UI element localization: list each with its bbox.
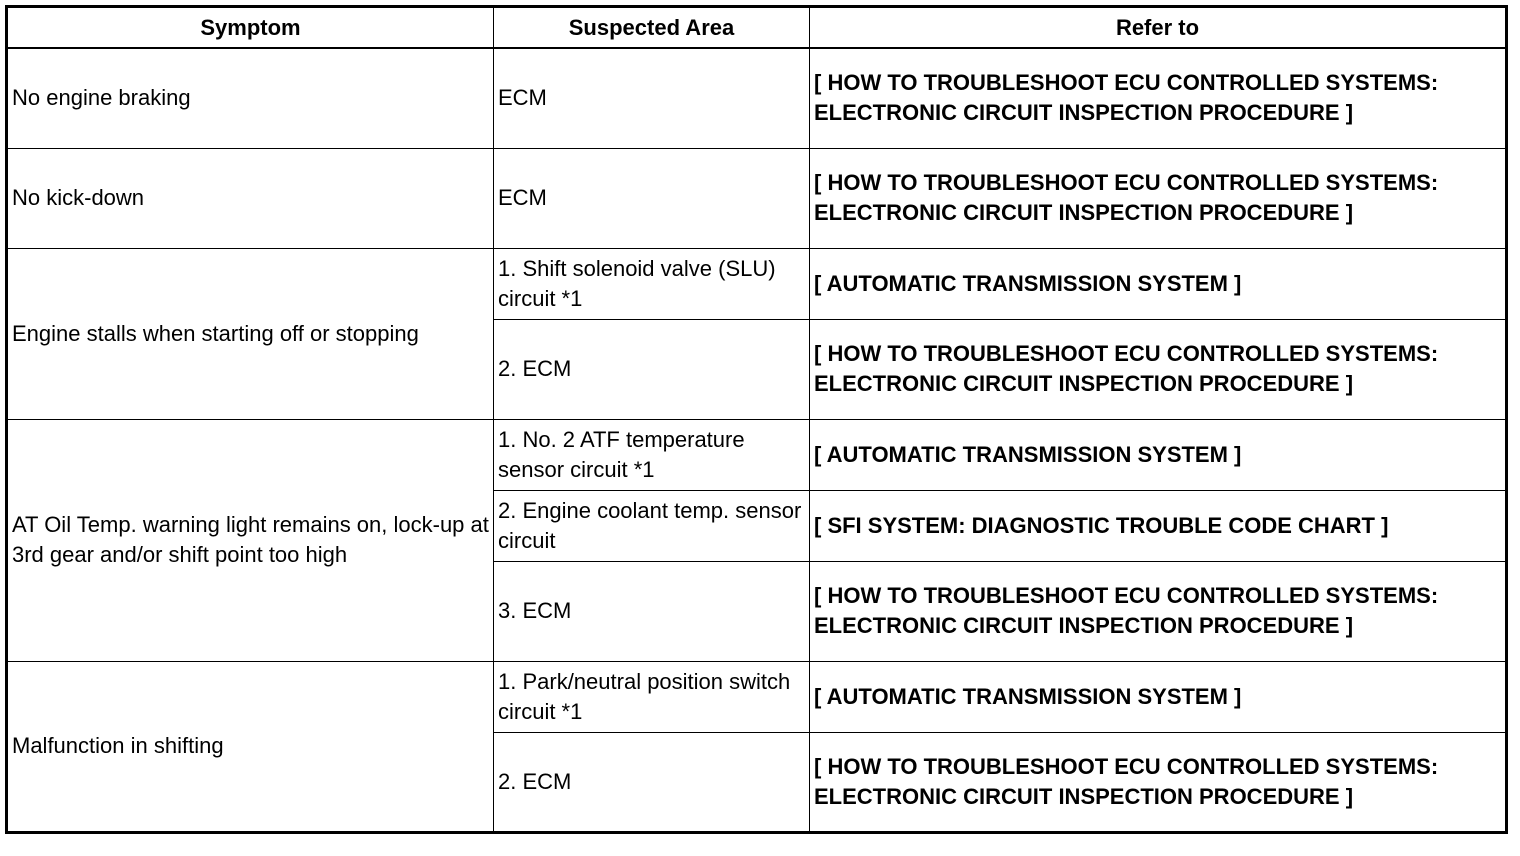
refer-cell: [ SFI SYSTEM: DIAGNOSTIC TROUBLE CODE CHART ]: [810, 490, 1507, 561]
table-row: [7, 661, 1507, 732]
refer-cell: [ AUTOMATIC TRANSMISSION SYSTEM ]: [810, 661, 1507, 732]
header-row: [7, 7, 1507, 49]
table-row: [7, 419, 1507, 490]
symptom-cell: Malfunction in shifting: [7, 661, 494, 832]
symptom-cell: AT Oil Temp. warning light remains on, lock-up at 3rd gear and/or shift point too high: [7, 419, 494, 661]
area-cell: 1. Shift solenoid valve (SLU) circuit *1: [494, 248, 810, 319]
refer-cell: [ HOW TO TROUBLESHOOT ECU CONTROLLED SYSTEMS: ELECTRONIC CIRCUIT INSPECTION PROCEDURE ]: [810, 48, 1507, 148]
refer-cell: [ HOW TO TROUBLESHOOT ECU CONTROLLED SYSTEMS: ELECTRONIC CIRCUIT INSPECTION PROCEDURE ]: [810, 732, 1507, 832]
table-row: [7, 148, 1507, 248]
refer-cell: [ HOW TO TROUBLESHOOT ECU CONTROLLED SYSTEMS: ELECTRONIC CIRCUIT INSPECTION PROCEDURE ]: [810, 561, 1507, 661]
area-cell: 1. No. 2 ATF temperature sensor circuit *1: [494, 419, 810, 490]
area-cell: 2. Engine coolant temp. sensor circuit: [494, 490, 810, 561]
area-cell: 3. ECM: [494, 561, 810, 661]
refer-cell: [ AUTOMATIC TRANSMISSION SYSTEM ]: [810, 248, 1507, 319]
area-cell: 1. Park/neutral position switch circuit *1: [494, 661, 810, 732]
area-cell: 2. ECM: [494, 319, 810, 419]
table-row: [7, 48, 1507, 148]
header-suspected-area: Suspected Area: [494, 7, 810, 49]
symptom-cell: Engine stalls when starting off or stopping: [7, 248, 494, 419]
area-cell: 2. ECM: [494, 732, 810, 832]
table-row: [7, 248, 1507, 319]
troubleshooting-table: [5, 5, 1508, 834]
header-refer-to: Refer to: [810, 7, 1507, 49]
refer-cell: [ HOW TO TROUBLESHOOT ECU CONTROLLED SYSTEMS: ELECTRONIC CIRCUIT INSPECTION PROCEDURE ]: [810, 319, 1507, 419]
refer-cell: [ HOW TO TROUBLESHOOT ECU CONTROLLED SYSTEMS: ELECTRONIC CIRCUIT INSPECTION PROCEDURE ]: [810, 148, 1507, 248]
symptom-cell: No kick-down: [7, 148, 494, 248]
refer-cell: [ AUTOMATIC TRANSMISSION SYSTEM ]: [810, 419, 1507, 490]
area-cell: ECM: [494, 48, 810, 148]
header-symptom: Symptom: [7, 7, 494, 49]
area-cell: ECM: [494, 148, 810, 248]
symptom-cell: No engine braking: [7, 48, 494, 148]
